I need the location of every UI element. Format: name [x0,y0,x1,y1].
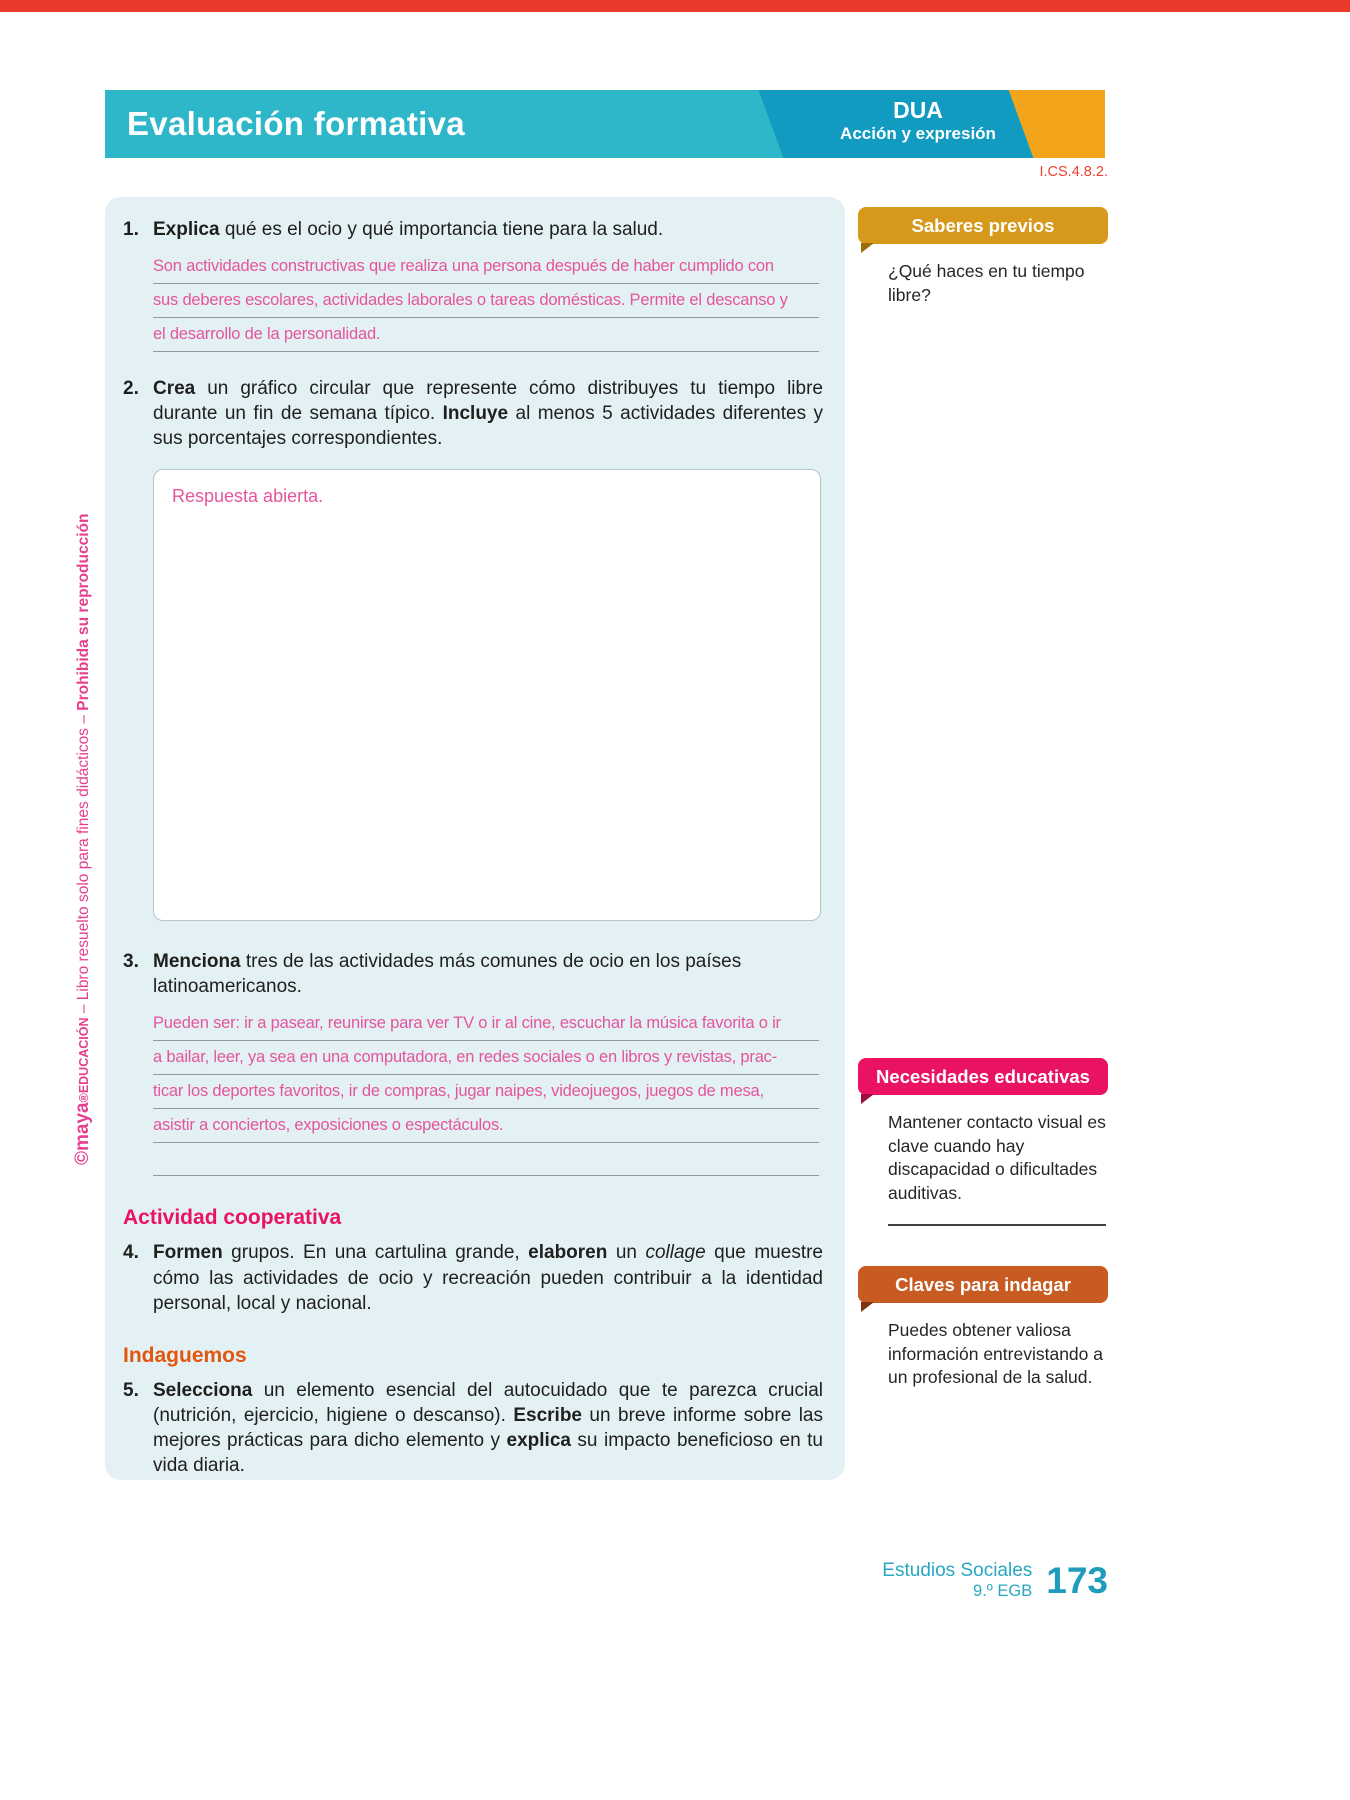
questions-panel [105,197,845,1480]
answer-line: a bailar, leer, ya sea en una computadora, en redes sociales o en libros y revistas, prac- [153,1041,819,1075]
section-header [105,90,1105,158]
answer-line: Son actividades constructivas que realiza una persona después de haber cumplido con [153,250,819,284]
open-answer-text: Respuesta abierta. [172,486,324,507]
question-4-body-2: un [607,1242,646,1264]
open-answer-box [153,469,821,921]
footer-subject-block [882,1560,1032,1601]
sidebar-necesidades-educativas [858,1058,1108,1226]
publisher-logo-text: ©maya [72,1102,93,1165]
sidebar-divider [888,1224,1106,1226]
page-number: 173 [1046,1560,1108,1601]
necesidades-educativas-body: Mantener contacto visual es clave cuando hay discapacidad o dificultades auditivas. [888,1112,1106,1203]
question-4-verb-2: elaboren [528,1242,608,1264]
cooperative-activity-heading: Actividad cooperativa [123,1206,342,1230]
question-2-verb: Crea [153,378,196,400]
question-4-body-1: grupos. En una cartulina grande, [222,1242,529,1264]
saberes-previos-body: ¿Qué haces en tu tiempo libre? [888,261,1085,305]
top-red-bar [0,0,1350,12]
question-4 [117,1240,823,1315]
question-3-verb: Menciona [153,951,241,973]
question-5-verb-2: Escribe [513,1404,582,1426]
question-3 [117,949,823,999]
question-2-number: 2. [123,378,139,400]
question-5-body-1: un elemento esencial del autocuidado que te parezca crucial (nutrición, ejercicio, higiene o descanso). [153,1379,823,1426]
question-5 [117,1378,823,1478]
publisher-logo-suffix: ®EDUCACIÓN [77,1017,91,1103]
question-5-body-3: su impacto beneficioso en tu vida diaria. [153,1429,824,1476]
question-1-text [153,217,823,242]
page-title: Evaluación formativa [127,105,465,142]
question-5-verb-3: explica [506,1429,571,1451]
answer-line: ticar los deportes favoritos, ir de compras, jugar naipes, videojuegos, juegos de mesa, [153,1075,819,1109]
question-1 [117,217,823,242]
question-4-body-3: que muestre cómo las actividades de ocio y recreación pueden contribuir a la identidad personal, local y nacional. [153,1242,823,1314]
question-5-verb: Selecciona [153,1379,253,1401]
footer-grade: 9.º EGB [973,1582,1033,1600]
question-2-body-2: al menos 5 actividades diferentes y sus porcentajes correspondientes. [153,403,823,450]
question-2-verb-2: Incluye [442,403,509,425]
claves-para-indagar-title: Claves para indagar [858,1266,1108,1303]
question-3-answer [153,1007,819,1176]
question-1-body: qué es el ocio y qué importancia tiene para la salud. [219,219,664,240]
question-2 [117,376,823,451]
question-4-number: 4. [123,1242,139,1264]
question-3-number: 3. [123,951,139,973]
curriculum-code: I.CS.4.8.2. [1039,164,1108,180]
question-1-number: 1. [123,219,139,240]
question-3-body: tres de las actividades más comunes de ocio en los países latinoamericanos. [153,951,742,998]
question-1-answer [153,250,819,352]
answer-line: Pueden ser: ir a pasear, reunirse para ver TV o ir al cine, escuchar la música favorita o ir [153,1007,819,1041]
claves-para-indagar-body: Puedes obtener valiosa información entrevistando a un profesional de la salud. [888,1320,1103,1388]
copyright-middle-text: – Libro resuelto solo para fines didácticos – [75,710,92,1018]
answer-line-empty [153,1143,819,1176]
dua-title: DUA [893,97,943,123]
dua-banner [803,97,1033,145]
question-2-body-1: un gráfico circular que represente cómo distribuyes tu tiempo libre durante un fin de semana típico. [153,378,823,425]
necesidades-educativas-title: Necesidades educativas [858,1058,1108,1095]
question-5-text [153,1378,823,1478]
inquiry-heading: Indaguemos [123,1343,247,1367]
copyright-vertical-note [72,405,94,1165]
question-2-text [153,376,823,451]
answer-line: asistir a conciertos, exposiciones o espectáculos. [153,1109,819,1143]
question-4-verb: Formen [153,1242,223,1264]
footer-subject: Estudios Sociales [882,1560,1033,1581]
question-4-text [153,1240,823,1315]
question-5-body-2: un breve informe sobre las mejores prácticas para dicho elemento y [153,1404,823,1451]
question-4-italic-term: collage [645,1242,706,1264]
answer-line: el desarrollo de la personalidad. [153,318,819,352]
dua-subtitle: Acción y expresión [840,124,996,143]
question-1-verb: Explica [153,219,220,240]
page-footer [105,1560,1108,1601]
question-5-number: 5. [123,1379,139,1401]
answer-line: sus deberes escolares, actividades laborales o tareas domésticas. Permite el descanso y [153,284,819,318]
saberes-previos-title: Saberes previos [858,207,1108,244]
sidebar-claves-para-indagar [858,1266,1108,1390]
sidebar-saberes-previos [858,207,1108,307]
copyright-end-text: Prohibida su reproducción [75,513,92,711]
question-3-text [153,949,823,999]
